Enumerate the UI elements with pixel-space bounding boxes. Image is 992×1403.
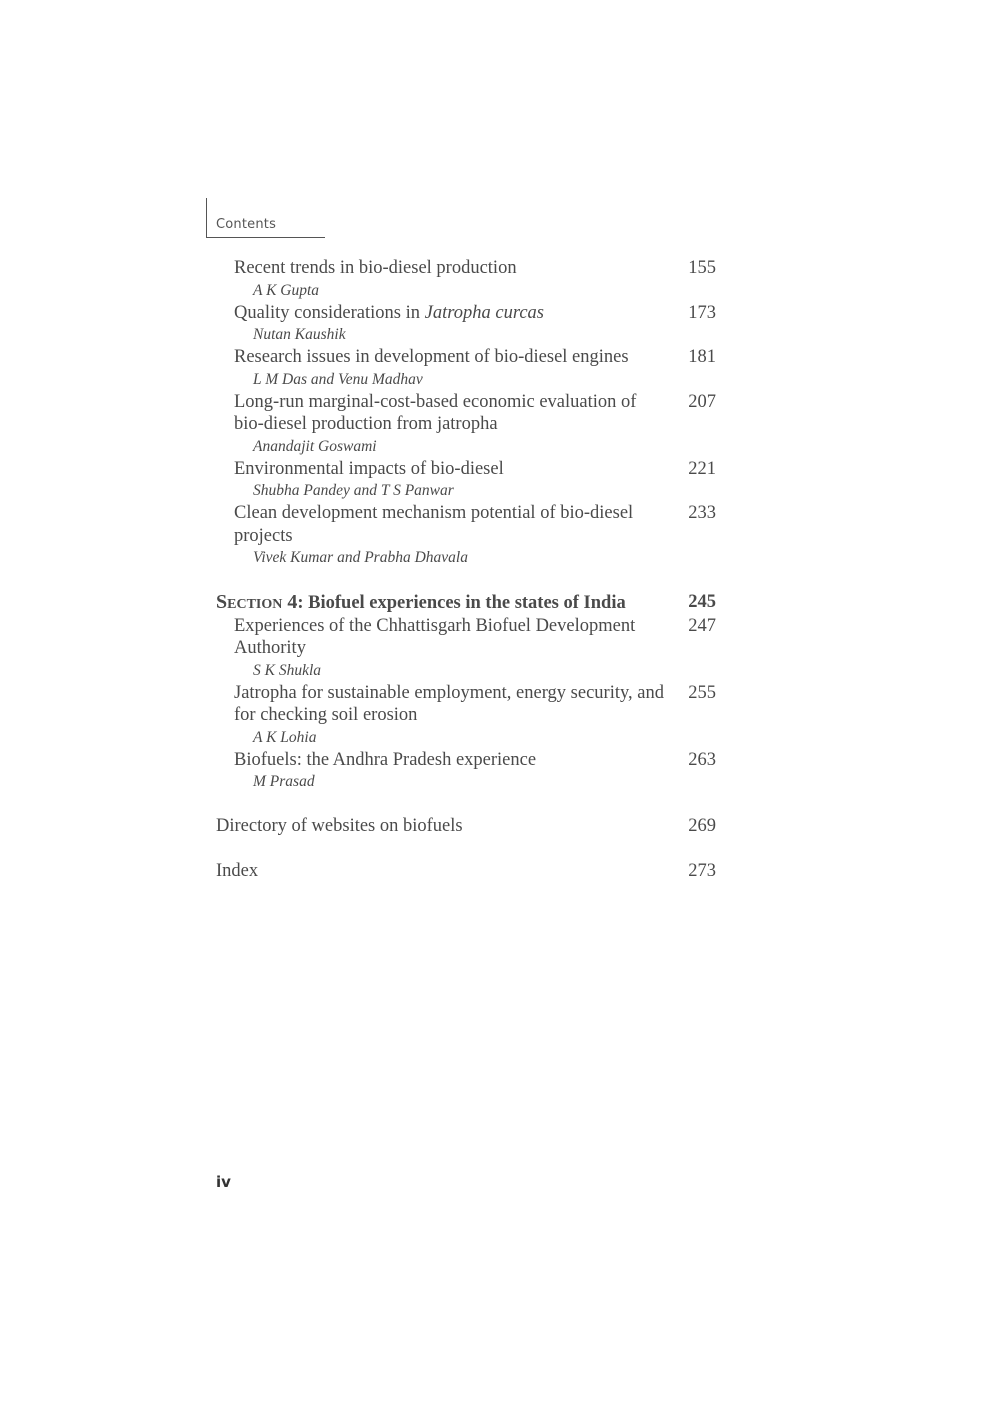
entry-page: 247 [688, 615, 716, 636]
entry-title [216, 302, 716, 325]
toc-entry [216, 257, 716, 302]
toc-entry-directory [216, 815, 716, 838]
entry-title: Research issues in development of bio-diesel engines [234, 347, 629, 367]
toc-entry [216, 749, 716, 794]
entry-page: 233 [688, 503, 716, 523]
toc-entry [216, 682, 716, 749]
entry-page: 263 [688, 749, 716, 770]
entry-title: Experiences of the Chhattisgarh Biofuel Development Authority [234, 615, 636, 658]
toc-entry [216, 346, 716, 391]
entry-page: 255 [688, 682, 716, 703]
entry-page: 155 [688, 258, 716, 278]
toc-entry [216, 391, 716, 458]
entry-author: A K Gupta [253, 281, 320, 299]
entry-author: S K Shukla [253, 661, 322, 679]
index-page: 273 [688, 860, 716, 881]
page-number: iv [216, 1173, 231, 1191]
entry-title: Long-run marginal-cost-based economic evaluation of bio-diesel production from jatropha [234, 391, 637, 434]
entry-author: Shubha Pandey and T S Panwar [253, 482, 454, 499]
toc-entry [216, 502, 716, 569]
entry-title: Clean development mechanism potential of bio-diesel projects [234, 503, 634, 546]
table-of-contents [216, 257, 716, 882]
entry-page: 221 [688, 458, 716, 479]
toc-entry [216, 458, 716, 503]
section-title [216, 591, 716, 615]
entry-title: Recent trends in bio-diesel production [234, 258, 517, 278]
entry-author: Nutan Kaushik [253, 326, 346, 343]
toc-entry [216, 615, 716, 682]
index-title: Index [216, 860, 259, 881]
directory-title: Directory of websites on biofuels [216, 816, 463, 836]
running-head-label: Contents [216, 217, 277, 232]
section-label: Section 4 [216, 591, 298, 613]
entry-page: 207 [688, 391, 716, 412]
running-head [206, 198, 325, 238]
toc-entry [216, 302, 716, 347]
entry-title: Jatropha for sustainable employment, energy security, and for checking soil erosion [234, 682, 664, 725]
entry-page: 181 [688, 347, 716, 367]
entry-author: L M Das and Venu Madhav [253, 370, 423, 388]
entry-title-prefix: Quality considerations in [234, 302, 425, 323]
entry-author: Anandajit Goswami [253, 437, 377, 455]
entry-author: M Prasad [253, 773, 315, 790]
entry-title: Biofuels: the Andhra Pradesh experience [234, 749, 537, 770]
entry-author: A K Lohia [253, 728, 317, 746]
entry-author: Vivek Kumar and Prabha Dhavala [253, 549, 468, 566]
section-page: 245 [688, 592, 716, 612]
section-title-text: : Biofuel experiences in the states of India [297, 593, 626, 613]
toc-entry-index [216, 860, 716, 883]
directory-page: 269 [688, 816, 716, 836]
section-heading [216, 591, 716, 615]
entry-page: 173 [688, 302, 716, 323]
entry-title-italic: Jatropha curcas [424, 302, 544, 323]
entry-title: Environmental impacts of bio-diesel [234, 458, 504, 479]
